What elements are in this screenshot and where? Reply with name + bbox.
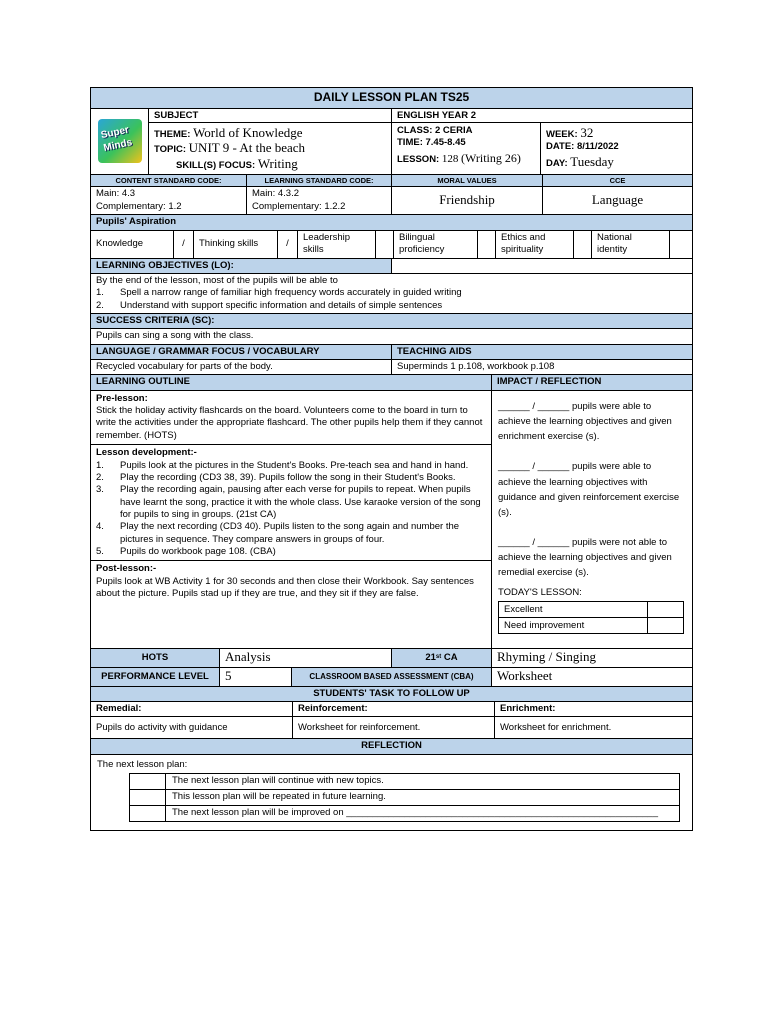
success-row xyxy=(91,328,692,343)
reflection-label: REFLECTION xyxy=(361,740,422,752)
objectives-header-blank xyxy=(391,259,692,273)
table-row xyxy=(499,601,684,617)
aspiration-mark: / xyxy=(173,231,193,258)
list-item: 3. Play the recording again, pausing after each verse for pupils to repeat. When pupils have learnt the song, practice it with the whole class. Use karaoke version of the song for pupils to sing in groups. (21st CA) xyxy=(96,484,481,520)
aspiration-mark: / xyxy=(277,231,297,258)
list-item: 1. Spell a narrow range of familiar high frequency words accurately in guided writing xyxy=(96,287,462,299)
teaching-aids-text: Superminds 1 p.108, workbook p.108 xyxy=(391,360,692,374)
standards-header-row xyxy=(91,174,692,187)
outline-label: LEARNING OUTLINE xyxy=(96,376,190,388)
learning-standard-cell: Main: 4.3.2 Complementary: 1.2.2 xyxy=(246,187,391,214)
cba-label: CLASSROOM BASED ASSESSMENT (CBA) xyxy=(291,668,491,686)
cce-header: CCE xyxy=(542,175,692,187)
performance-row xyxy=(91,667,692,686)
post-lesson-text: Pupils look at WB Activity 1 for 30 seconds and then close their Workbook. Say sentences about the picture. Pupils stad up if they are true, and they sit if they are false. xyxy=(96,575,474,599)
post-lesson-label: Post-lesson:- xyxy=(96,563,157,575)
class-block xyxy=(391,109,692,174)
theme-value: World of Knowledge xyxy=(193,124,303,140)
aspiration-mark xyxy=(573,231,591,258)
reinforcement-text: Worksheet for reinforcement. xyxy=(292,717,494,738)
logo-text: Super Minds xyxy=(99,124,133,154)
impact-cell xyxy=(491,391,692,648)
lesson-plan-document xyxy=(90,87,693,831)
checkbox-cell[interactable] xyxy=(648,601,684,617)
outline-row xyxy=(91,390,692,648)
topic-value: UNIT 9 - At the beach xyxy=(188,140,306,156)
objectives-intro: By the end of the lesson, most of the pupils will be able to xyxy=(96,275,338,287)
list-item: 1. Pupils look at the pictures in the Student's Books. Pre-teach sea and hand in hand. xyxy=(96,459,469,471)
list-item: This lesson plan will be repeated in future learning. xyxy=(130,789,679,805)
objectives-row xyxy=(91,273,692,313)
remedial-text: Pupils do activity with guidance xyxy=(96,721,228,733)
impact-label: IMPACT / REFLECTION xyxy=(491,375,692,389)
performance-value: 5 xyxy=(219,668,291,686)
table-row xyxy=(499,618,684,634)
lesson-line: LESSON: 128 (Writing 26) xyxy=(397,151,521,166)
list-item: 2. Play the recording (CD3 38, 39). Pupils follow the song in their Student's Books. xyxy=(96,471,456,483)
development-label: Lesson development:- xyxy=(96,447,197,459)
checkbox-cell[interactable] xyxy=(648,618,684,634)
ca-value: Rhyming / Singing xyxy=(491,649,692,667)
objectives-cell xyxy=(91,274,692,313)
development-list xyxy=(96,460,486,559)
title-row xyxy=(91,88,692,108)
skill-value: Writing xyxy=(257,155,298,171)
pre-lesson-label: Pre-lesson: xyxy=(96,392,148,404)
topic-line: TOPIC: UNIT 9 - At the beach xyxy=(154,140,306,156)
success-text: Pupils can sing a song with the class. xyxy=(96,330,254,342)
reflection-row xyxy=(91,754,692,830)
objectives-label: LEARNING OBJECTIVES (LO): xyxy=(91,259,391,273)
aspiration-label: Pupils' Aspiration xyxy=(96,216,177,228)
time-line: TIME: 7.45-8.45 xyxy=(397,137,466,149)
todays-lesson-label: TODAY'S LESSON: xyxy=(498,586,582,598)
teaching-aids-label: TEACHING AIDS xyxy=(391,345,692,359)
reflection-checklist xyxy=(129,773,680,822)
content-standard-cell: Main: 4.3 Complementary: 1.2 xyxy=(96,188,182,212)
aspiration-mark xyxy=(477,231,495,258)
reflection-intro: The next lesson plan: xyxy=(97,758,188,770)
performance-label: PERFORMANCE LEVEL xyxy=(91,668,219,686)
content-standard-header: CONTENT STANDARD CODE: xyxy=(115,175,222,185)
logo-cell xyxy=(91,109,148,174)
aspiration-leadership: Leadership skills xyxy=(297,231,375,258)
enrichment-text: Worksheet for enrichment. xyxy=(494,717,692,738)
aspiration-bilingual: Bilingual proficiency xyxy=(393,231,477,258)
hots-label: HOTS xyxy=(91,649,219,667)
checkbox-cell[interactable] xyxy=(130,774,166,789)
subject-label: SUBJECT xyxy=(149,109,391,123)
page-title: DAILY LESSON PLAN TS25 xyxy=(313,90,470,104)
followup-values-row xyxy=(91,716,692,738)
aspiration-national: National identity xyxy=(591,231,669,258)
cce-value: Language xyxy=(542,187,692,214)
reinforcement-label: Reinforcement: xyxy=(292,702,494,716)
outline-cell xyxy=(91,391,491,648)
list-item: The next lesson plan will continue with new topics. xyxy=(130,774,679,789)
moral-values-header: MORAL VALUES xyxy=(391,175,542,187)
pre-lesson-text: Stick the holiday activity flashcards on the board. Volunteers come to the board in turn to write the activities under the appropriate flashcard. The other pupils help them if they cannot remember. (HOTS) xyxy=(96,405,483,441)
list-item: 2. Understand with support specific information and details of simple sentences xyxy=(96,299,443,311)
aspiration-mark xyxy=(669,231,692,258)
language-header-row xyxy=(91,344,692,359)
followup-labels-row xyxy=(91,701,692,716)
list-item: The next lesson plan will be improved on ___________________________________________________________ xyxy=(130,805,679,821)
moral-value: Friendship xyxy=(391,187,542,214)
standards-row xyxy=(91,186,692,214)
outline-header-row xyxy=(91,374,692,389)
todays-lesson-excellent: Excellent xyxy=(499,601,648,617)
followup-label: STUDENTS' TASK TO FOLLOW UP xyxy=(313,687,470,699)
aspiration-knowledge: Knowledge xyxy=(96,238,144,250)
checkbox-cell[interactable] xyxy=(130,806,166,821)
objectives-header-row xyxy=(91,258,692,273)
list-item: 4. Play the next recording (CD3 40). Pupils listen to the song again and number the pictures in sequence. They compare answers in groups of four. xyxy=(96,521,460,545)
reflection-cell xyxy=(91,755,692,830)
success-header-row xyxy=(91,313,692,328)
impact-enrichment: ______ / ______ pupils were able to achieve the learning objectives and given enrichment exercise (s). xyxy=(498,400,672,443)
date-line: DATE: 8/11/2022 xyxy=(546,141,619,153)
todays-lesson-need-improvement: Need improvement xyxy=(499,618,648,634)
impact-reinforcement: ______ / ______ pupils were able to achieve the learning objectives with guidance and given reinforcement exercise (s). xyxy=(498,461,680,518)
success-label: SUCCESS CRITERIA (SC): xyxy=(96,315,215,327)
checkbox-cell[interactable] xyxy=(130,790,166,805)
enrichment-label: Enrichment: xyxy=(494,702,692,716)
cba-value: Worksheet xyxy=(491,668,692,686)
theme-line: THEME: World of Knowledge xyxy=(154,124,303,140)
day-line: DAY: Tuesday xyxy=(546,153,614,169)
skill-line: SKILL(S) FOCUS: Writing xyxy=(176,155,298,171)
todays-lesson-table xyxy=(498,601,684,634)
aspiration-header-row xyxy=(91,214,692,229)
hots-value: Analysis xyxy=(219,649,391,667)
language-row xyxy=(91,359,692,374)
aspiration-thinking: Thinking skills xyxy=(193,231,277,258)
objectives-list xyxy=(96,287,687,312)
learning-standard-header: LEARNING STANDARD CODE: xyxy=(246,175,391,187)
subject-block xyxy=(148,109,391,174)
reflection-header-row xyxy=(91,738,692,753)
language-text: Recycled vocabulary for parts of the body. xyxy=(96,361,273,373)
super-minds-logo xyxy=(98,119,142,163)
header-block xyxy=(91,108,692,174)
hots-row xyxy=(91,648,692,667)
followup-header-row xyxy=(91,686,692,701)
ca-label: 21 st CA xyxy=(391,649,491,667)
list-item: 5. Pupils do workbook page 108. (CBA) xyxy=(96,545,276,557)
class-line: CLASS: 2 CERIA xyxy=(397,124,473,136)
impact-remedial: ______ / ______ pupils were not able to achieve the learning objectives and given remedial exercise (s). xyxy=(498,537,672,579)
aspiration-row xyxy=(91,230,692,258)
week-line: WEEK: 32 xyxy=(546,124,594,140)
aspiration-mark xyxy=(375,231,393,258)
subject-value: ENGLISH YEAR 2 xyxy=(392,109,692,123)
aspiration-ethics: Ethics and spirituality xyxy=(495,231,573,258)
remedial-label: Remedial: xyxy=(96,703,142,715)
language-label: LANGUAGE / GRAMMAR FOCUS / VOCABULARY xyxy=(96,345,320,357)
